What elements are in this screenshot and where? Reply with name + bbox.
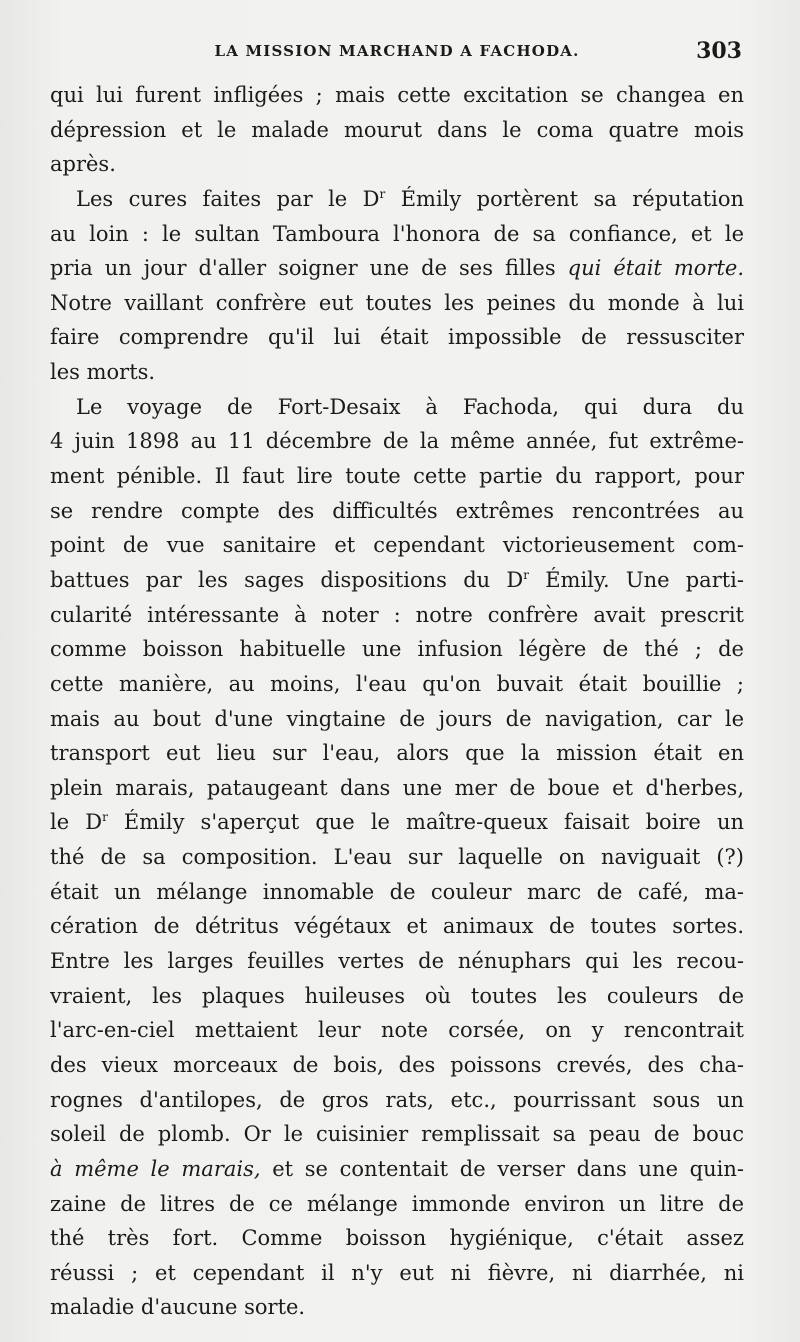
text-line bbox=[50, 1117, 744, 1152]
text-segment: rognes d'antilopes, de gros rats, etc., pourrissant sous un bbox=[50, 1087, 744, 1112]
text-segment: transport eut lieu sur l'eau, alors que la mission était en bbox=[50, 741, 744, 766]
italic-text: à même le marais, bbox=[50, 1156, 261, 1181]
text-segment: Entre les larges feuilles vertes de nénuphars qui les recou- bbox=[50, 949, 744, 974]
text-segment: Émily portèrent sa réputation bbox=[385, 186, 744, 211]
running-title: LA MISSION MARCHAND A FACHODA. bbox=[214, 42, 580, 60]
text-line bbox=[50, 113, 744, 148]
text-line bbox=[50, 1048, 744, 1083]
text-line bbox=[50, 390, 744, 425]
text-segment: battues par les sages dispositions du D bbox=[50, 567, 524, 592]
text-segment: qui lui furent infligées ; mais cette excitation se changea en bbox=[50, 83, 744, 107]
text-segment: thé de sa composition. L'eau sur laquelle on naviguait (?) bbox=[50, 845, 744, 870]
paragraph bbox=[50, 78, 744, 182]
page-header bbox=[52, 38, 742, 74]
text-segment: faire comprendre qu'il lui était impossible de ressusciter bbox=[50, 325, 744, 350]
text-line bbox=[50, 1152, 744, 1187]
paragraph bbox=[50, 390, 744, 1325]
text-line bbox=[50, 632, 744, 667]
text-line bbox=[50, 771, 744, 806]
text-line bbox=[50, 667, 744, 702]
text-segment: soleil de plomb. Or le cuisinier remplissait sa peau de bouc bbox=[50, 1122, 744, 1147]
text-line bbox=[50, 1290, 744, 1325]
text-line bbox=[50, 875, 744, 910]
text-line bbox=[50, 147, 744, 182]
text-segment: des vieux morceaux de bois, des poissons crevés, des cha- bbox=[50, 1052, 744, 1077]
page-number: 303 bbox=[696, 38, 742, 64]
text-line bbox=[50, 251, 744, 286]
text-segment: 4 juin 1898 au 11 décembre de la même année, fut extrême- bbox=[50, 429, 744, 454]
text-line bbox=[50, 355, 744, 390]
text-segment: était un mélange innomable de couleur marc de café, ma- bbox=[50, 879, 744, 904]
text-line bbox=[50, 528, 744, 563]
text-segment: Émily s'aperçut que le maître-queux faisait boire un bbox=[107, 810, 744, 835]
text-line bbox=[50, 1256, 744, 1291]
text-line bbox=[50, 598, 744, 633]
text-segment: maladie d'aucune sorte. bbox=[50, 1295, 306, 1320]
text-line bbox=[50, 944, 744, 979]
text-line bbox=[50, 78, 744, 113]
text-line bbox=[50, 1187, 744, 1222]
text-segment: vraient, les plaques huileuses où toutes les couleurs de bbox=[50, 983, 744, 1008]
text-segment: cette manière, au moins, l'eau qu'on buvait était bouillie ; bbox=[50, 671, 744, 696]
text-segment: pria un jour d'aller soigner une de ses filles bbox=[50, 256, 568, 281]
text-line bbox=[50, 286, 744, 321]
text-segment: cération de détritus végétaux et animaux de toutes sortes. bbox=[50, 914, 744, 939]
text-segment: se rendre compte des difficultés extrêmes rencontrées au bbox=[50, 498, 744, 523]
text-line bbox=[50, 805, 744, 840]
italic-text: qui était morte. bbox=[567, 256, 744, 281]
text-segment: Notre vaillant confrère eut toutes les peines du monde à lui bbox=[50, 290, 744, 315]
superscript: r bbox=[379, 186, 386, 201]
text-line bbox=[50, 1083, 744, 1118]
text-segment: Émily. Une parti- bbox=[528, 567, 744, 592]
text-segment: point de vue sanitaire et cependant victorieusement com- bbox=[50, 533, 744, 558]
text-line bbox=[50, 909, 744, 944]
text-line bbox=[50, 182, 744, 217]
text-segment: thé très fort. Comme boisson hygiénique, c'était assez bbox=[50, 1226, 744, 1251]
paragraph bbox=[50, 182, 744, 390]
text-line bbox=[50, 840, 744, 875]
text-segment: Les cures faites par le D bbox=[76, 186, 380, 211]
text-segment: l'arc-en-ciel mettaient leur note corsée, on y rencontrait bbox=[50, 1018, 744, 1043]
text-line bbox=[50, 1221, 744, 1256]
text-segment: plein marais, pataugeant dans une mer de boue et d'herbes, bbox=[50, 775, 744, 800]
text-segment: cularité intéressante à noter : notre confrère avait prescrit bbox=[50, 602, 744, 627]
text-segment: réussi ; et cependant il n'y eut ni fièvre, ni diarrhée, ni bbox=[50, 1260, 744, 1285]
text-line bbox=[50, 979, 744, 1014]
text-line bbox=[50, 1013, 744, 1048]
text-line bbox=[50, 424, 744, 459]
text-line bbox=[50, 459, 744, 494]
text-segment: mais au bout d'une vingtaine de jours de navigation, car le bbox=[50, 706, 744, 731]
superscript: r bbox=[102, 810, 108, 825]
text-segment: au loin : le sultan Tamboura l'honora de sa confiance, et le bbox=[50, 221, 744, 246]
text-line bbox=[50, 494, 744, 529]
text-segment: dépression et le malade mourut dans le coma quatre mois bbox=[50, 117, 744, 142]
text-segment: le D bbox=[50, 810, 103, 835]
superscript: r bbox=[523, 567, 529, 582]
text-line bbox=[50, 563, 744, 598]
text-segment: Le voyage de Fort-Desaix à Fachoda, qui dura du bbox=[76, 394, 744, 419]
text-segment: ment pénible. Il faut lire toute cette partie du rapport, pour bbox=[50, 464, 744, 489]
text-segment: les morts. bbox=[50, 360, 156, 385]
text-segment: après. bbox=[50, 152, 116, 177]
text-line bbox=[50, 736, 744, 771]
body-text bbox=[50, 78, 744, 1325]
text-segment: comme boisson habituelle une infusion légère de thé ; de bbox=[50, 637, 744, 662]
text-segment: zaine de litres de ce mélange immonde environ un litre de bbox=[50, 1191, 744, 1216]
text-segment: et se contentait de verser dans une quin- bbox=[260, 1156, 744, 1181]
text-line bbox=[50, 702, 744, 737]
text-line bbox=[50, 217, 744, 252]
text-line bbox=[50, 320, 744, 355]
